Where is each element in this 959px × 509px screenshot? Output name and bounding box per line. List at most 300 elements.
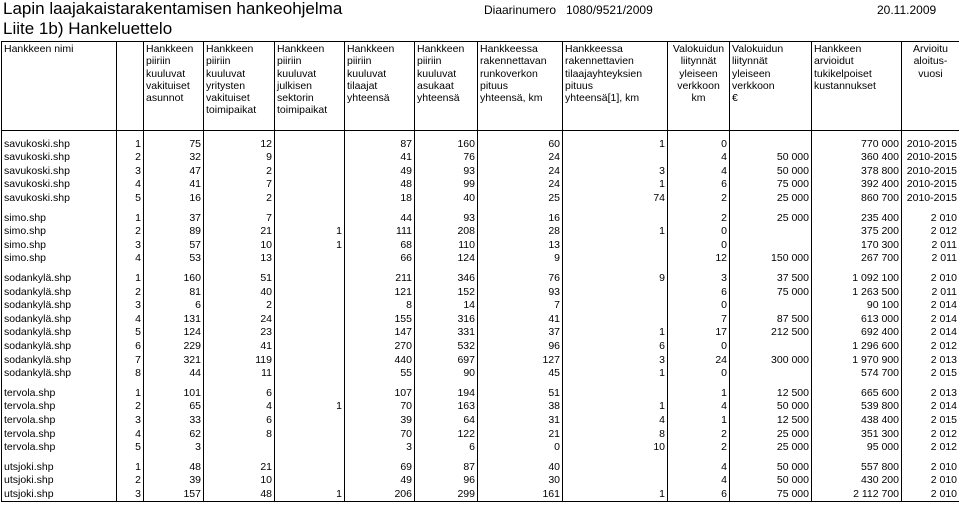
project-name-cell: sodankylä.shp (2, 326, 117, 340)
column-header-line: arvioidut (814, 55, 854, 68)
value-cell: 1 (117, 386, 144, 400)
value-cell: 12 (204, 137, 275, 151)
value-cell: 48 (345, 178, 415, 192)
column-header-line: Hankkeen nimi (4, 43, 74, 55)
value-cell (275, 164, 345, 178)
column-header-line (119, 43, 141, 55)
value-cell: 1 296 600 (812, 339, 902, 353)
value-cell: 692 400 (812, 326, 902, 340)
table-header-row (2, 42, 959, 131)
project-name-cell: savukoski.shp (2, 191, 117, 205)
column-header-line: kuuluvat (206, 67, 246, 80)
table-row (2, 339, 959, 353)
project-name-cell: utsjoki.shp (2, 460, 117, 474)
value-cell: 430 200 (812, 474, 902, 488)
value-cell: 7 (204, 211, 275, 225)
value-cell: 1 (275, 238, 345, 252)
column-header (2, 42, 117, 131)
value-cell: 8 (563, 427, 668, 441)
value-cell: 70 (345, 400, 415, 414)
value-cell: 121 (345, 285, 415, 299)
value-cell: 3 (668, 271, 730, 285)
value-cell (563, 386, 668, 400)
project-name-cell: simo.shp (2, 225, 117, 239)
table-row (2, 271, 959, 285)
value-cell: 4 (117, 178, 144, 192)
column-header-line: piiriin (347, 55, 372, 68)
value-cell (275, 211, 345, 225)
value-cell: 64 (415, 413, 478, 427)
value-cell: 107 (345, 386, 415, 400)
value-cell: 4 (204, 400, 275, 414)
value-cell: 1 (275, 400, 345, 414)
value-cell: 16 (144, 191, 204, 205)
value-cell: 150 000 (730, 252, 812, 266)
column-header (415, 42, 478, 131)
value-cell: 9 (478, 252, 563, 266)
value-cell: 16 (478, 211, 563, 225)
value-cell: 0 (478, 440, 563, 454)
column-header-line: pituus (480, 79, 509, 92)
value-cell: 1 (563, 225, 668, 239)
value-cell: 4 (563, 413, 668, 427)
value-cell (730, 225, 812, 239)
column-header-line: runkoverkon (480, 67, 538, 80)
value-cell: 81 (144, 285, 204, 299)
value-cell: 24 (478, 178, 563, 192)
value-cell: 557 800 (812, 460, 902, 474)
project-name-cell: savukoski.shp (2, 151, 117, 165)
value-cell: 6 (415, 440, 478, 454)
value-cell: 127 (478, 353, 563, 367)
value-cell (275, 440, 345, 454)
value-cell: 2 010 (902, 460, 959, 474)
value-cell: 4 (668, 474, 730, 488)
value-cell: 208 (415, 225, 478, 239)
column-header-line: yhteensä (417, 92, 460, 105)
value-cell: 5 (117, 440, 144, 454)
value-cell: 8 (345, 299, 415, 313)
column-header-line: verkkoon (677, 79, 720, 92)
column-header-line: piiriin (417, 55, 442, 68)
value-cell: 7 (117, 353, 144, 367)
table-row (2, 400, 959, 414)
value-cell (275, 312, 345, 326)
value-cell: 211 (345, 271, 415, 285)
project-name-cell: savukoski.shp (2, 178, 117, 192)
value-cell (275, 137, 345, 151)
value-cell: 6 (668, 285, 730, 299)
table-row (2, 137, 959, 151)
value-cell: 41 (144, 178, 204, 192)
column-header-line: Hankkeen (814, 43, 862, 55)
value-cell: 212 500 (730, 326, 812, 340)
column-header-line: yleiseen (732, 67, 771, 80)
value-cell: 57 (144, 238, 204, 252)
value-cell: 2 (117, 151, 144, 165)
value-cell: 6 (668, 487, 730, 501)
value-cell: 40 (478, 460, 563, 474)
value-cell: 39 (144, 474, 204, 488)
value-cell: 37 (144, 211, 204, 225)
value-cell (563, 151, 668, 165)
project-name-cell: savukoski.shp (2, 137, 117, 151)
value-cell (275, 353, 345, 367)
value-cell: 4 (668, 164, 730, 178)
value-cell: 1 092 100 (812, 271, 902, 285)
value-cell: 2 014 (902, 299, 959, 313)
value-cell: 4 (668, 460, 730, 474)
value-cell: 31 (478, 413, 563, 427)
value-cell: 2 015 (902, 413, 959, 427)
project-name-cell: sodankylä.shp (2, 367, 117, 381)
column-header-line: toimipaikat (206, 104, 257, 117)
value-cell: 18 (345, 191, 415, 205)
column-header-line (119, 55, 141, 67)
column-header-line: tilaajat (347, 79, 378, 92)
value-cell: 90 (415, 367, 478, 381)
project-name-cell: simo.shp (2, 238, 117, 252)
column-header (730, 42, 812, 131)
column-header-line: liitynnät (732, 55, 768, 68)
table-row (2, 225, 959, 239)
column-header-line: Hankkeen (347, 43, 395, 55)
value-cell: 1 970 900 (812, 353, 902, 367)
value-cell: 23 (204, 326, 275, 340)
diaari-label: Diaarinumero (484, 3, 557, 17)
table-row (2, 386, 959, 400)
value-cell: 2 (117, 285, 144, 299)
value-cell: 3 (117, 238, 144, 252)
value-cell: 87 (415, 460, 478, 474)
column-header-line: kustannukset (814, 79, 876, 92)
value-cell: 12 (668, 252, 730, 266)
value-cell: 44 (345, 211, 415, 225)
value-cell: 3 (563, 353, 668, 367)
column-header-line: kuuluvat (146, 67, 186, 80)
table-row (2, 487, 959, 501)
value-cell: 3 (117, 413, 144, 427)
table-row (2, 326, 959, 340)
document-title: Lapin laajakaistarakentamisen hankeohjelma (3, 0, 343, 18)
value-cell: 93 (415, 211, 478, 225)
value-cell: 2 013 (902, 353, 959, 367)
value-cell: 87 500 (730, 312, 812, 326)
value-cell: 2 (668, 427, 730, 441)
value-cell (730, 367, 812, 381)
value-cell: 49 (345, 164, 415, 178)
value-cell: 0 (668, 238, 730, 252)
value-cell: 2 010 (902, 487, 959, 501)
value-cell: 11 (204, 367, 275, 381)
table-row (2, 312, 959, 326)
value-cell (275, 474, 345, 488)
value-cell: 24 (478, 164, 563, 178)
value-cell (563, 211, 668, 225)
column-header (345, 42, 415, 131)
column-header-line: piiriin (146, 55, 171, 68)
column-header-line (119, 80, 141, 92)
value-cell (563, 252, 668, 266)
value-cell: 2 013 (902, 386, 959, 400)
value-cell: 163 (415, 400, 478, 414)
value-cell: 124 (415, 252, 478, 266)
value-cell: 99 (415, 178, 478, 192)
value-cell: 74 (563, 191, 668, 205)
value-cell: 6 (204, 413, 275, 427)
value-cell: 1 (563, 400, 668, 414)
value-cell: 17 (668, 326, 730, 340)
value-cell: 3 (117, 164, 144, 178)
value-cell: 48 (204, 487, 275, 501)
value-cell: 2010-2015 (902, 178, 959, 192)
column-header (902, 42, 959, 131)
value-cell: 50 000 (730, 400, 812, 414)
value-cell: 75 000 (730, 178, 812, 192)
value-cell: 55 (345, 367, 415, 381)
value-cell: 2 (204, 164, 275, 178)
column-header-line: km (691, 92, 706, 105)
value-cell: 152 (415, 285, 478, 299)
value-cell: 3 (117, 487, 144, 501)
value-cell: 6 (668, 178, 730, 192)
value-cell: 440 (345, 353, 415, 367)
value-cell: 96 (415, 474, 478, 488)
value-cell (563, 312, 668, 326)
value-cell: 4 (668, 400, 730, 414)
value-cell: 665 600 (812, 386, 902, 400)
value-cell: 50 000 (730, 164, 812, 178)
value-cell (275, 367, 345, 381)
value-cell: 41 (204, 339, 275, 353)
table-row (2, 285, 959, 299)
value-cell (563, 285, 668, 299)
value-cell: 7 (204, 178, 275, 192)
column-header-line: Arvioitu (912, 43, 948, 55)
value-cell: 25 000 (730, 440, 812, 454)
table-row (2, 151, 959, 165)
diaari-number: 1080/9521/2009 (566, 3, 653, 17)
table-row (2, 413, 959, 427)
column-header (144, 42, 204, 131)
value-cell: 87 (345, 137, 415, 151)
value-cell: 75 000 (730, 487, 812, 501)
value-cell: 65 (144, 400, 204, 414)
value-cell: 770 000 (812, 137, 902, 151)
value-cell: 3 (345, 440, 415, 454)
value-cell: 30 (478, 474, 563, 488)
value-cell: 41 (478, 312, 563, 326)
value-cell: 3 (144, 440, 204, 454)
column-header (275, 42, 345, 131)
table-row (2, 191, 959, 205)
value-cell: 8 (117, 367, 144, 381)
value-cell: 2 011 (902, 252, 959, 266)
value-cell: 21 (204, 225, 275, 239)
project-name-cell: tervola.shp (2, 427, 117, 441)
column-header-line: toimipaikat (277, 104, 328, 117)
value-cell (275, 285, 345, 299)
value-cell: 1 (117, 211, 144, 225)
value-cell: 41 (345, 151, 415, 165)
value-cell: 1 (117, 460, 144, 474)
column-header-line (119, 68, 141, 80)
value-cell (730, 238, 812, 252)
value-cell: 48 (144, 460, 204, 474)
value-cell: 9 (563, 271, 668, 285)
value-cell: 316 (415, 312, 478, 326)
value-cell: 2 (117, 225, 144, 239)
value-cell: 24 (668, 353, 730, 367)
value-cell (730, 339, 812, 353)
value-cell: 299 (415, 487, 478, 501)
project-name-cell: sodankylä.shp (2, 271, 117, 285)
value-cell: 2 (668, 211, 730, 225)
value-cell: 32 (144, 151, 204, 165)
table-row (2, 211, 959, 225)
value-cell: 66 (345, 252, 415, 266)
value-cell: 2 011 (902, 285, 959, 299)
value-cell: 2 011 (902, 238, 959, 252)
value-cell: 124 (144, 326, 204, 340)
value-cell: 51 (204, 271, 275, 285)
value-cell (275, 427, 345, 441)
value-cell: 2 014 (902, 312, 959, 326)
project-name-cell: tervola.shp (2, 440, 117, 454)
column-header (668, 42, 730, 131)
value-cell (204, 440, 275, 454)
value-cell: 1 (117, 137, 144, 151)
column-header-line: kuuluvat (277, 67, 317, 80)
value-cell (730, 137, 812, 151)
table-row (2, 474, 959, 488)
value-cell: 539 800 (812, 400, 902, 414)
value-cell: 6 (144, 299, 204, 313)
value-cell: 2 012 (902, 427, 959, 441)
value-cell: 331 (415, 326, 478, 340)
value-cell: 37 500 (730, 271, 812, 285)
table-row (2, 299, 959, 313)
column-header-line: yleiseen (679, 67, 718, 80)
value-cell: 170 300 (812, 238, 902, 252)
value-cell: 24 (478, 151, 563, 165)
value-cell: 532 (415, 339, 478, 353)
column-header-line: yhteensä, km (480, 92, 543, 105)
column-header-line: tilaajayhteyksien (565, 67, 643, 80)
value-cell: 50 000 (730, 151, 812, 165)
value-cell: 28 (478, 225, 563, 239)
value-cell: 574 700 (812, 367, 902, 381)
project-name-cell: tervola.shp (2, 400, 117, 414)
value-cell: 6 (117, 339, 144, 353)
project-name-cell: sodankylä.shp (2, 285, 117, 299)
value-cell (730, 299, 812, 313)
value-cell: 2 015 (902, 367, 959, 381)
value-cell: 161 (478, 487, 563, 501)
value-cell: 206 (345, 487, 415, 501)
column-header-line: kuuluvat (347, 67, 387, 80)
value-cell: 47 (144, 164, 204, 178)
value-cell: 25 000 (730, 191, 812, 205)
value-cell: 6 (563, 339, 668, 353)
value-cell: 438 400 (812, 413, 902, 427)
value-cell: 147 (345, 326, 415, 340)
project-name-cell: savukoski.shp (2, 164, 117, 178)
value-cell: 2 012 (902, 440, 959, 454)
value-cell: 235 400 (812, 211, 902, 225)
value-cell (275, 386, 345, 400)
project-name-cell: sodankylä.shp (2, 339, 117, 353)
value-cell: 2 (117, 400, 144, 414)
value-cell: 392 400 (812, 178, 902, 192)
value-cell: 0 (668, 367, 730, 381)
value-cell: 76 (415, 151, 478, 165)
column-header-line (119, 92, 141, 104)
value-cell: 50 000 (730, 460, 812, 474)
value-cell: 3 (563, 164, 668, 178)
value-cell: 93 (478, 285, 563, 299)
value-cell: 49 (345, 474, 415, 488)
value-cell: 613 000 (812, 312, 902, 326)
column-header-line: kuuluvat (417, 67, 457, 80)
project-name-cell: sodankylä.shp (2, 299, 117, 313)
column-header-line: asunnot (146, 92, 184, 105)
value-cell: 1 (563, 137, 668, 151)
column-header-line: rakennettavan (480, 55, 547, 68)
value-cell (275, 252, 345, 266)
value-cell: 1 (563, 487, 668, 501)
value-cell: 93 (415, 164, 478, 178)
value-cell: 1 263 500 (812, 285, 902, 299)
value-cell (275, 326, 345, 340)
value-cell: 360 400 (812, 151, 902, 165)
value-cell: 2010-2015 (902, 164, 959, 178)
column-header (478, 42, 563, 131)
project-table (1, 41, 959, 502)
value-cell: 2 010 (902, 271, 959, 285)
value-cell: 14 (415, 299, 478, 313)
value-cell: 10 (563, 440, 668, 454)
value-cell: 50 000 (730, 474, 812, 488)
value-cell: 38 (478, 400, 563, 414)
value-cell: 2 (668, 191, 730, 205)
table-row (2, 440, 959, 454)
value-cell: 2010-2015 (902, 137, 959, 151)
value-cell: 95 000 (812, 440, 902, 454)
value-cell: 0 (668, 225, 730, 239)
value-cell: 12 500 (730, 386, 812, 400)
value-cell (563, 299, 668, 313)
value-cell: 89 (144, 225, 204, 239)
value-cell: 1 (275, 225, 345, 239)
value-cell (563, 460, 668, 474)
value-cell: 7 (668, 312, 730, 326)
value-cell: 2 (117, 474, 144, 488)
value-cell: 267 700 (812, 252, 902, 266)
value-cell: 4 (117, 252, 144, 266)
table-row (2, 367, 959, 381)
column-header-line: Valokuidun (732, 43, 784, 55)
column-header-line: rakennettavien (565, 55, 634, 68)
value-cell: 1 (668, 413, 730, 427)
value-cell: 2 012 (902, 339, 959, 353)
project-name-cell: utsjoki.shp (2, 474, 117, 488)
value-cell: 2 (204, 191, 275, 205)
value-cell: 110 (415, 238, 478, 252)
value-cell: 1 (563, 367, 668, 381)
value-cell: 25 000 (730, 211, 812, 225)
project-name-cell: sodankylä.shp (2, 353, 117, 367)
